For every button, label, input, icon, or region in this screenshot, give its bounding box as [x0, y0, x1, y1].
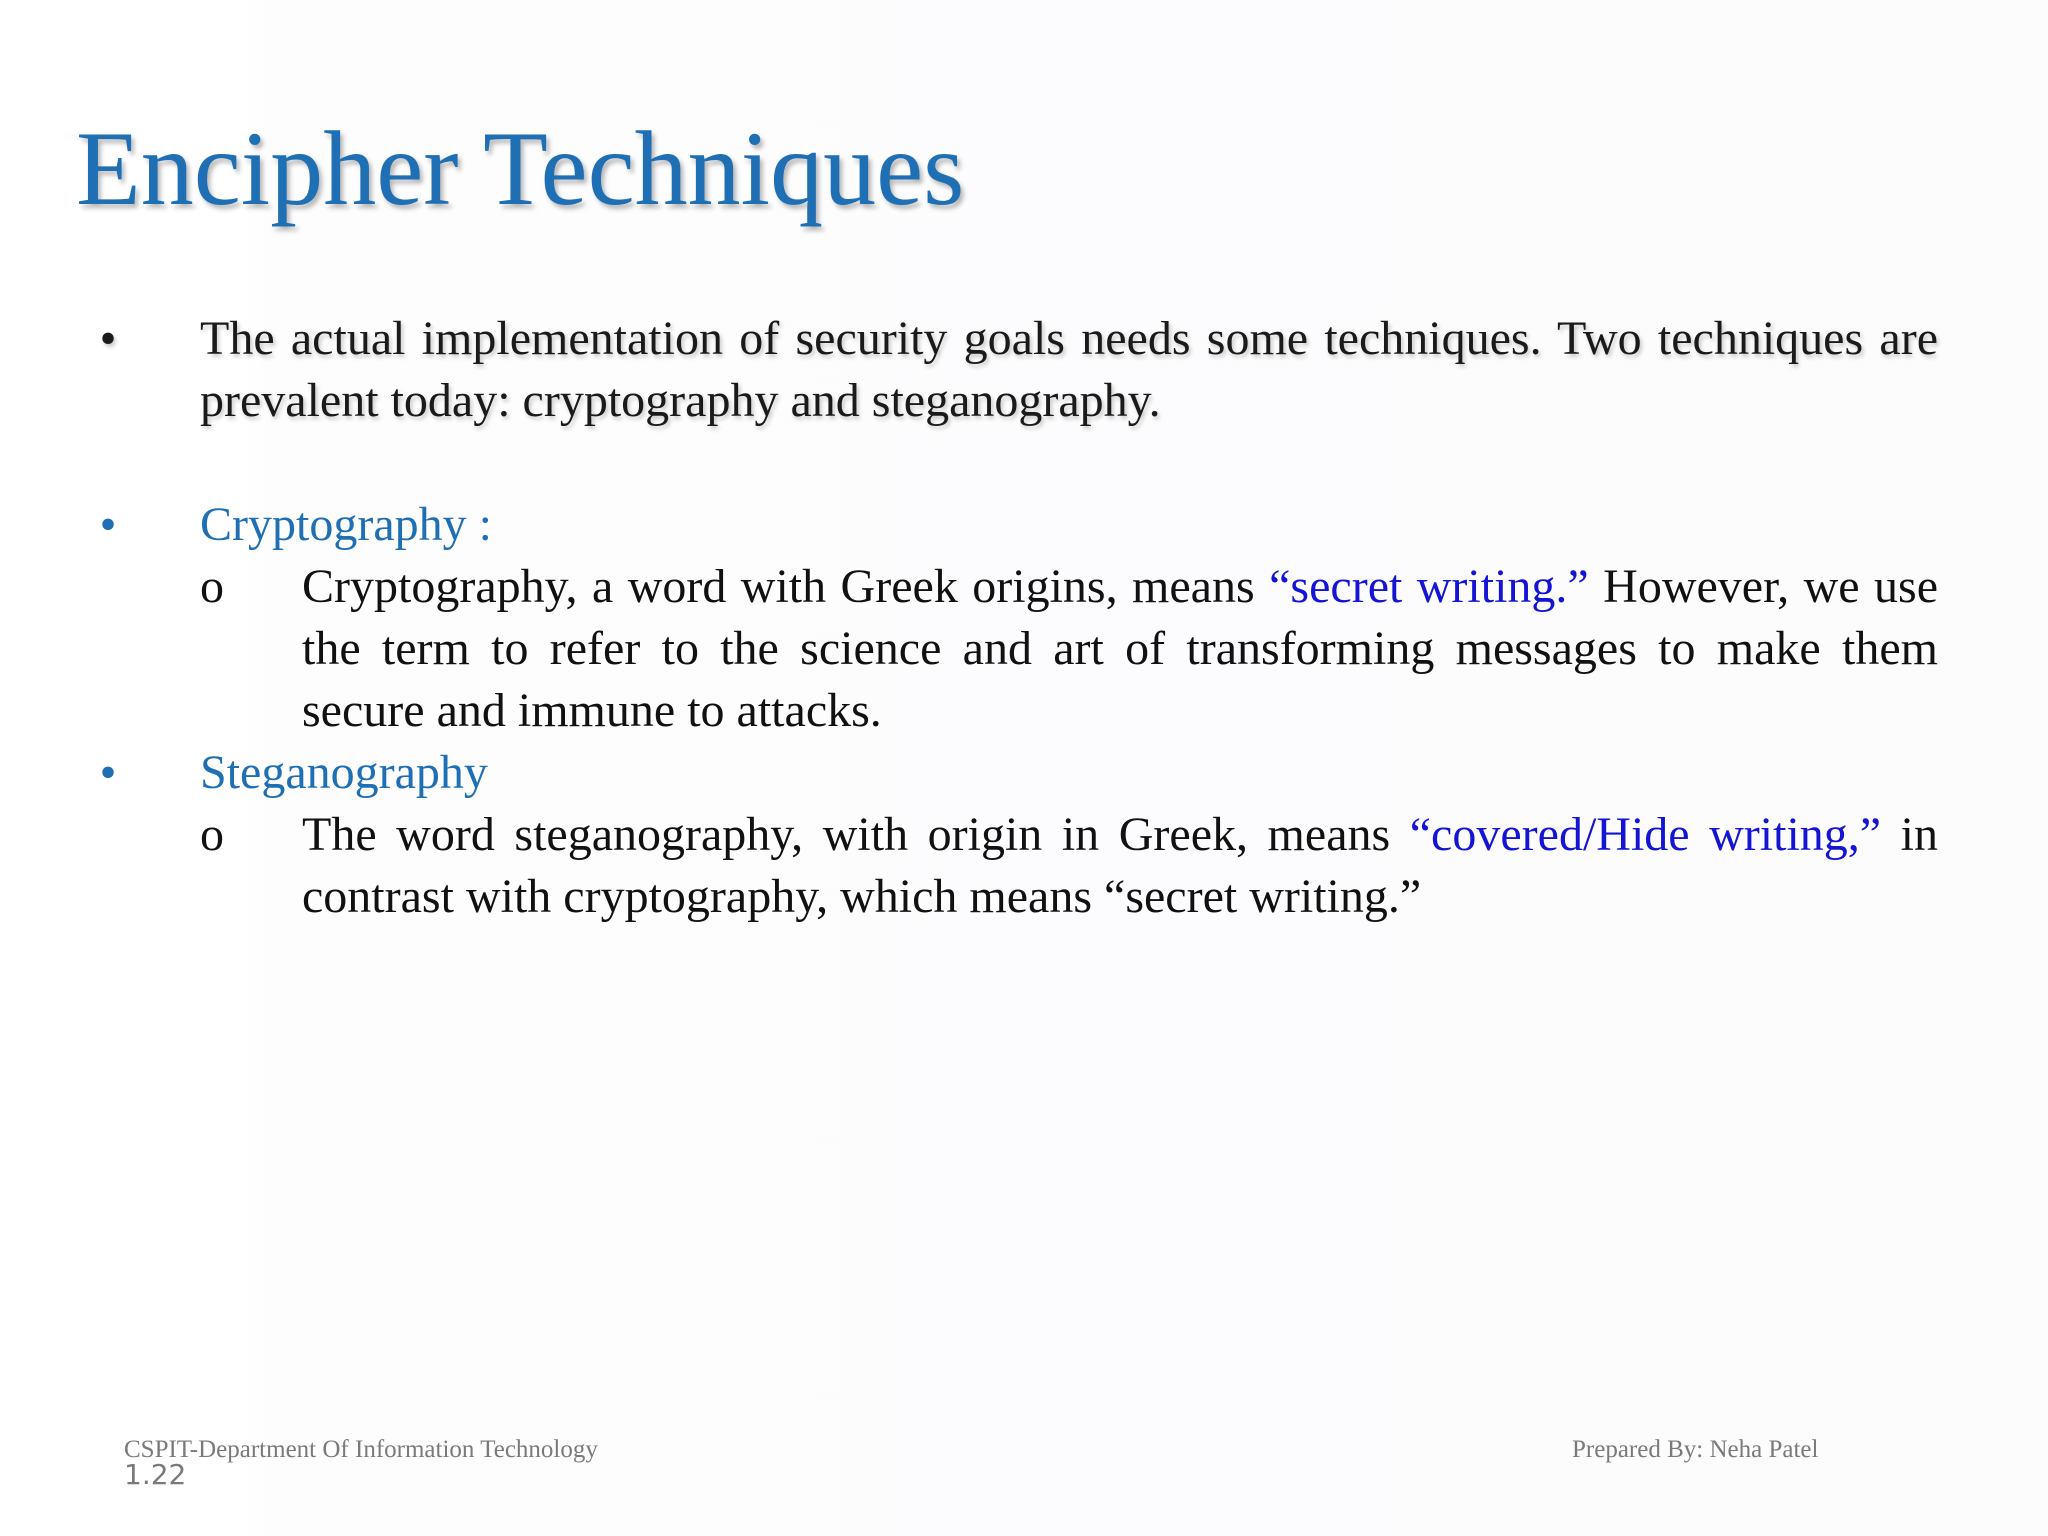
bullet-icon: •: [99, 498, 117, 551]
definition-text-before: Cryptography, a word with Greek origins, means: [302, 560, 1270, 613]
definition-highlight: “secret writing.”: [1269, 560, 1589, 613]
definition-highlight: “covered/Hide writing,”: [1409, 808, 1882, 861]
definition-text-after: However, we use the term to refer to the science and art of transforming messages to make them secure and immune to attacks.: [302, 560, 1939, 737]
intro-bullet-item: [88, 308, 1938, 432]
cryptography-definition: [302, 556, 1938, 742]
slide-title: Encipher Techniques: [76, 110, 965, 227]
cryptography-heading-item: [88, 494, 1938, 556]
cryptography-heading: Cryptography :: [200, 498, 492, 551]
slide-content: [88, 308, 1938, 928]
definition-text-after: in contrast with cryptography, which means “secret writing.”: [302, 808, 1939, 923]
definition-text-before: The word steganography, with origin in Greek, means: [302, 808, 1410, 861]
steganography-heading: Steganography: [200, 746, 488, 799]
footer-author: Prepared By: Neha Patel: [1572, 1436, 1819, 1463]
steganography-definition: [302, 804, 1938, 928]
bullet-icon: •: [99, 312, 117, 365]
cryptography-definition-item: [88, 556, 1938, 742]
steganography-definition-item: [88, 804, 1938, 928]
sub-bullet-icon: o: [200, 560, 224, 613]
bullet-icon: •: [99, 746, 117, 799]
sub-bullet-icon: o: [200, 808, 224, 861]
intro-text: The actual implementation of security goals needs some techniques. Two techniques are prevalent today: cryptography and steganography.: [200, 312, 1938, 427]
steganography-heading-item: [88, 742, 1938, 804]
slide-number: 1.22: [124, 1458, 187, 1491]
spacer: [88, 432, 1938, 494]
footer-department: CSPIT-Department Of Information Technology: [124, 1436, 598, 1463]
